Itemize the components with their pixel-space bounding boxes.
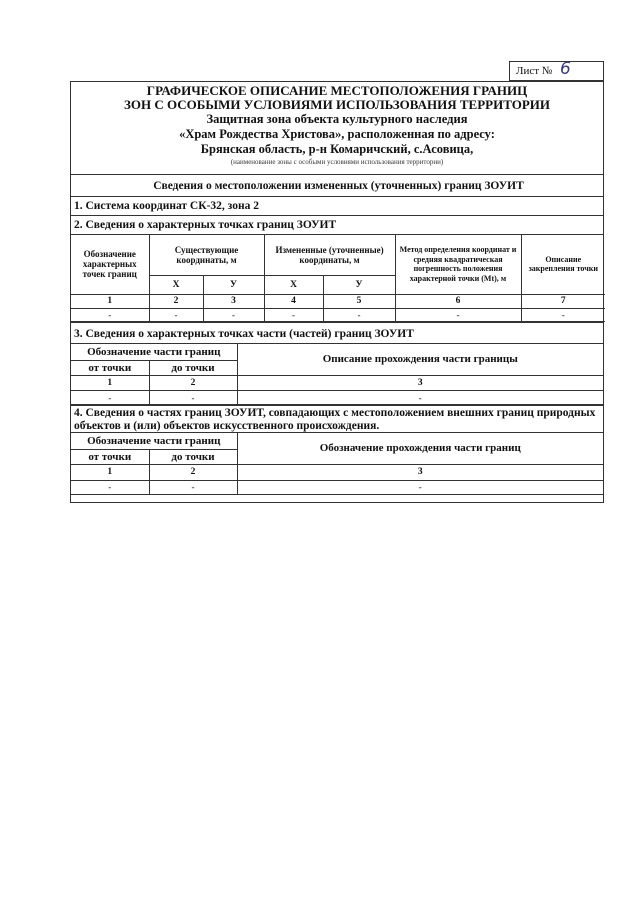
s4-num: 2: [149, 464, 237, 480]
s4-col-to: до точки: [149, 449, 237, 464]
section-title: Сведения о местоположении измененных (уточненных) границ ЗОУИТ: [71, 175, 603, 197]
s3-num: 2: [149, 376, 237, 391]
s2-x-existing: X: [149, 275, 203, 294]
s4-col-desc: Обозначение прохождения части границ: [237, 433, 603, 464]
document-frame: [70, 81, 604, 503]
document-header: [71, 82, 603, 175]
zone-caption: (наименование зоны с особыми условиями использования территории): [230, 158, 444, 166]
s3-dash: -: [71, 391, 149, 405]
s3-num: 1: [71, 376, 149, 391]
s4-col-from: от точки: [71, 449, 149, 464]
s2-y-existing: У: [203, 275, 264, 294]
s2-dash: -: [71, 308, 149, 321]
s4-title: 4. Сведения о частях границ ЗОУИТ, совпадающих с местоположением внешних границ природных объектов и (или) объектов искусственного происхождения.: [71, 405, 603, 433]
s2-col-changed: Измененные (уточненные) координаты, м: [264, 235, 395, 275]
s4-dash: -: [149, 480, 237, 494]
sheet-number: 6: [560, 59, 571, 79]
title-line-1: ГРАФИЧЕСКОЕ ОПИСАНИЕ МЕСТОПОЛОЖЕНИЯ ГРАНИЦ: [146, 83, 528, 98]
s4-table: [71, 433, 603, 495]
s2-col-point: Обозначение характерных точек границ: [71, 235, 149, 294]
s2-dash: -: [395, 308, 521, 321]
s2-col-desc: Описание закрепления точки: [521, 235, 605, 294]
s2-num: 6: [395, 294, 521, 308]
zone-line-1: Защитная зона объекта культурного наследия: [206, 112, 468, 126]
s2-num: 2: [149, 294, 203, 308]
s4-dash: -: [71, 480, 149, 494]
s2-num: 5: [323, 294, 395, 308]
s3-dash: -: [237, 391, 603, 405]
s3-num: 3: [237, 376, 603, 391]
sheet-number-box: [509, 61, 604, 81]
s2-col-method: Метод определения координат и средняя квадратическая погрешность положения характерной точки (Mt), м: [395, 235, 521, 294]
s3-col-desc: Описание прохождения части границы: [237, 344, 603, 376]
s2-dash: -: [264, 308, 323, 321]
s2-num: 4: [264, 294, 323, 308]
s2-table: [71, 235, 605, 322]
s3-title: 3. Сведения о характерных точках части (частей) границ ЗОУИТ: [71, 322, 603, 344]
s3-col-to: до точки: [149, 361, 237, 376]
title-line-2: ЗОН С ОСОБЫМИ УСЛОВИЯМИ ИСПОЛЬЗОВАНИЯ ТЕРРИТОРИИ: [124, 97, 550, 112]
sheet-label: Лист №: [516, 65, 553, 77]
s2-y-changed: У: [323, 275, 395, 294]
s3-table: [71, 344, 603, 406]
s2-dash: -: [521, 308, 605, 321]
s4-num: 3: [237, 464, 603, 480]
s2-dash: -: [149, 308, 203, 321]
zone-line-2: «Храм Рождества Христова», расположенная по адресу:: [179, 127, 495, 141]
s2-dash: -: [323, 308, 395, 321]
s3-col-from: от точки: [71, 361, 149, 376]
s2-title: 2. Сведения о характерных точках границ ЗОУИТ: [71, 216, 603, 235]
s4-dash: -: [237, 480, 603, 494]
s2-num: 3: [203, 294, 264, 308]
zone-line-3: Брянская область, р-н Комаричский, с.Асовица,: [200, 142, 474, 156]
s3-col-part: Обозначение части границ: [71, 344, 237, 361]
s2-num: 1: [71, 294, 149, 308]
s4-num: 1: [71, 464, 149, 480]
s2-x-changed: X: [264, 275, 323, 294]
s4-col-part: Обозначение части границ: [71, 433, 237, 449]
s2-dash: -: [203, 308, 264, 321]
s1-coordinate-system: 1. Система координат СК-32, зона 2: [71, 197, 603, 216]
s2-num: 7: [521, 294, 605, 308]
s3-dash: -: [149, 391, 237, 405]
s2-col-existing: Существующие координаты, м: [149, 235, 264, 275]
